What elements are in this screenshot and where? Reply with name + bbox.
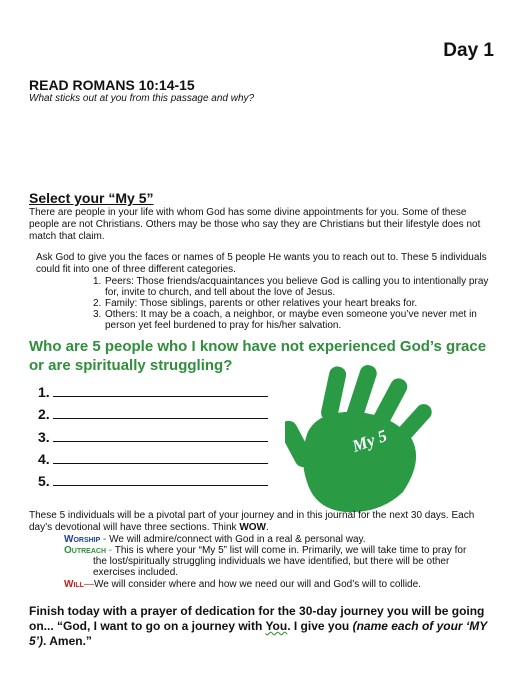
section-outreach: Outreach - This is where your “My 5” list will come in. Primarily, we will take time to pray for the lost/spiritually struggling individuals we have identified, but there will be other exercises included.: [64, 545, 467, 578]
question-heading: Who are 5 people who I know have not experienced God’s grace or are spiritually struggling?: [29, 338, 487, 374]
finish-prayer: Finish today with a prayer of dedication for the 30-day journey you will be going on... “God, I want to go on a journey with You. I give you (name each of your ‘MY 5’). Amen.”: [29, 604, 488, 648]
green-hand-print-icon: [285, 364, 470, 514]
svg-text:My 5: My 5: [349, 425, 390, 456]
section-will: Will—We will consider where and how we need our will and God’s will to collide.: [64, 579, 421, 590]
select-intro: There are people in your life with whom God has some divine appointments for you. Some of these people are not Christians. Others may be those who say they are Christians but their lifestyle does not match that claim.: [29, 207, 481, 242]
section-worship: Worship - We will admire/connect with God in a real & personal way.: [64, 534, 366, 545]
name-blank-4[interactable]: 4.: [38, 451, 268, 467]
category-item: 3. Others: It may be a coach, a neighbor, or maybe even someone you’ve never met in person yet feel burdened to pray for his/her salvation.: [93, 309, 477, 331]
name-blank-5[interactable]: 5.: [38, 473, 268, 489]
ask-block: [36, 252, 496, 331]
name-blank-3[interactable]: 3.: [38, 429, 268, 445]
devotional-description: These 5 individuals will be a pivotal part of your journey and in this journal for the next 30 days. Each day’s devotional will have three sections. Think WOW.: [29, 510, 475, 533]
day-label: Day 1: [443, 40, 494, 61]
read-subtitle: What sticks out at you from this passage and why?: [29, 93, 255, 104]
name-blank-1[interactable]: 1.: [38, 384, 268, 400]
read-title: READ ROMANS 10:14-15: [29, 77, 195, 93]
category-item: 1. Peers: Those friends/acquaintances you believe God is calling you to intentionally pray for, invite to church, and tell about the love of Jesus.: [93, 276, 489, 298]
select-title: Select your “My 5”: [29, 190, 154, 206]
ask-text: Ask God to give you the faces or names of 5 people He wants you to reach out to. These 5 individuals could fit into one of three different categories.: [36, 252, 487, 275]
category-item: 2. Family: Those siblings, parents or other relatives your heart breaks for.: [93, 298, 418, 309]
category-list: [36, 276, 496, 331]
name-blank-2[interactable]: 2.: [38, 406, 268, 422]
